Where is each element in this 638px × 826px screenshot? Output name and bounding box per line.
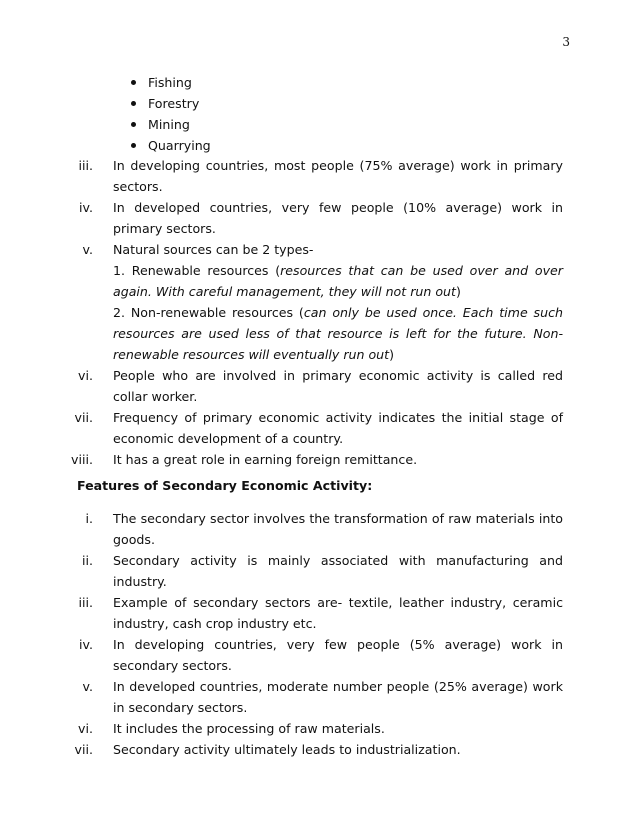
list-item <box>131 114 211 135</box>
item-text: Example of secondary sectors are- textile, leather industry, ceramic industry, cash crop industry etc. <box>113 595 563 631</box>
list-item <box>131 93 211 114</box>
item-number: ii. <box>81 553 93 568</box>
item-number: vi. <box>78 721 93 736</box>
item-text: Secondary activity is mainly associated with manufacturing and industry. <box>113 553 563 589</box>
list-item <box>58 197 563 239</box>
item-text: It has a great role in earning foreign remittance. <box>113 452 418 467</box>
bullet-label: Fishing <box>148 75 192 90</box>
item-text: In developed countries, very few people (10% average) work in primary sectors. <box>113 200 563 236</box>
item-number: viii. <box>71 452 93 467</box>
item-number: iii. <box>78 595 93 610</box>
item-text <box>113 239 563 365</box>
item-number: vi. <box>78 368 93 383</box>
list-item <box>58 676 563 718</box>
list-item <box>58 449 563 470</box>
bullet-icon <box>131 122 136 127</box>
list-item <box>58 739 563 760</box>
list-item <box>58 365 563 407</box>
item-number: vii. <box>74 742 93 757</box>
page-number: 3 <box>562 35 570 49</box>
bullet-icon <box>131 101 136 106</box>
bullet-list <box>131 72 211 156</box>
list-item <box>58 718 563 739</box>
secondary-features-list <box>58 508 563 760</box>
bullet-label: Forestry <box>148 96 200 111</box>
item-text: People who are involved in primary economic activity is called red collar worker. <box>113 368 563 404</box>
item-number: iv. <box>79 200 93 215</box>
list-item <box>58 239 563 365</box>
bullet-icon <box>131 80 136 85</box>
list-item <box>131 135 211 156</box>
item-text: In developing countries, most people (75% average) work in primary sectors. <box>113 158 563 194</box>
primary-features-list <box>58 155 563 470</box>
item-text: In developing countries, very few people (5% average) work in secondary sectors. <box>113 637 563 673</box>
item-number: v. <box>82 679 93 694</box>
item-text: Secondary activity ultimately leads to industrialization. <box>113 742 461 757</box>
natural-sources-intro: Natural sources can be 2 types- <box>113 242 314 257</box>
list-item <box>131 72 211 93</box>
renewable-resources: 1. Renewable resources (resources that can be used over and over again. With careful management, they will not run out) <box>113 263 563 299</box>
item-number: iv. <box>79 637 93 652</box>
bullet-icon <box>131 143 136 148</box>
item-text: The secondary sector involves the transformation of raw materials into goods. <box>113 511 563 547</box>
item-text: Frequency of primary economic activity indicates the initial stage of economic development of a country. <box>113 410 563 446</box>
item-number: i. <box>85 511 93 526</box>
item-number: vii. <box>74 410 93 425</box>
bullet-label: Mining <box>148 117 190 132</box>
item-number: iii. <box>78 158 93 173</box>
section-heading: Features of Secondary Economic Activity: <box>77 478 373 493</box>
item-text: In developed countries, moderate number people (25% average) work in secondary sectors. <box>113 679 563 715</box>
bullet-label: Quarrying <box>148 138 211 153</box>
list-item <box>58 407 563 449</box>
list-item <box>58 634 563 676</box>
list-item <box>58 592 563 634</box>
item-text: It includes the processing of raw materials. <box>113 721 385 736</box>
list-item <box>58 550 563 592</box>
non-renewable-resources: 2. Non-renewable resources (can only be used once. Each time such resources are used less of that resource is left for the future. Non-renewable resources will eventually run out) <box>113 305 564 362</box>
item-number: v. <box>82 242 93 257</box>
list-item <box>58 155 563 197</box>
list-item <box>58 508 563 550</box>
